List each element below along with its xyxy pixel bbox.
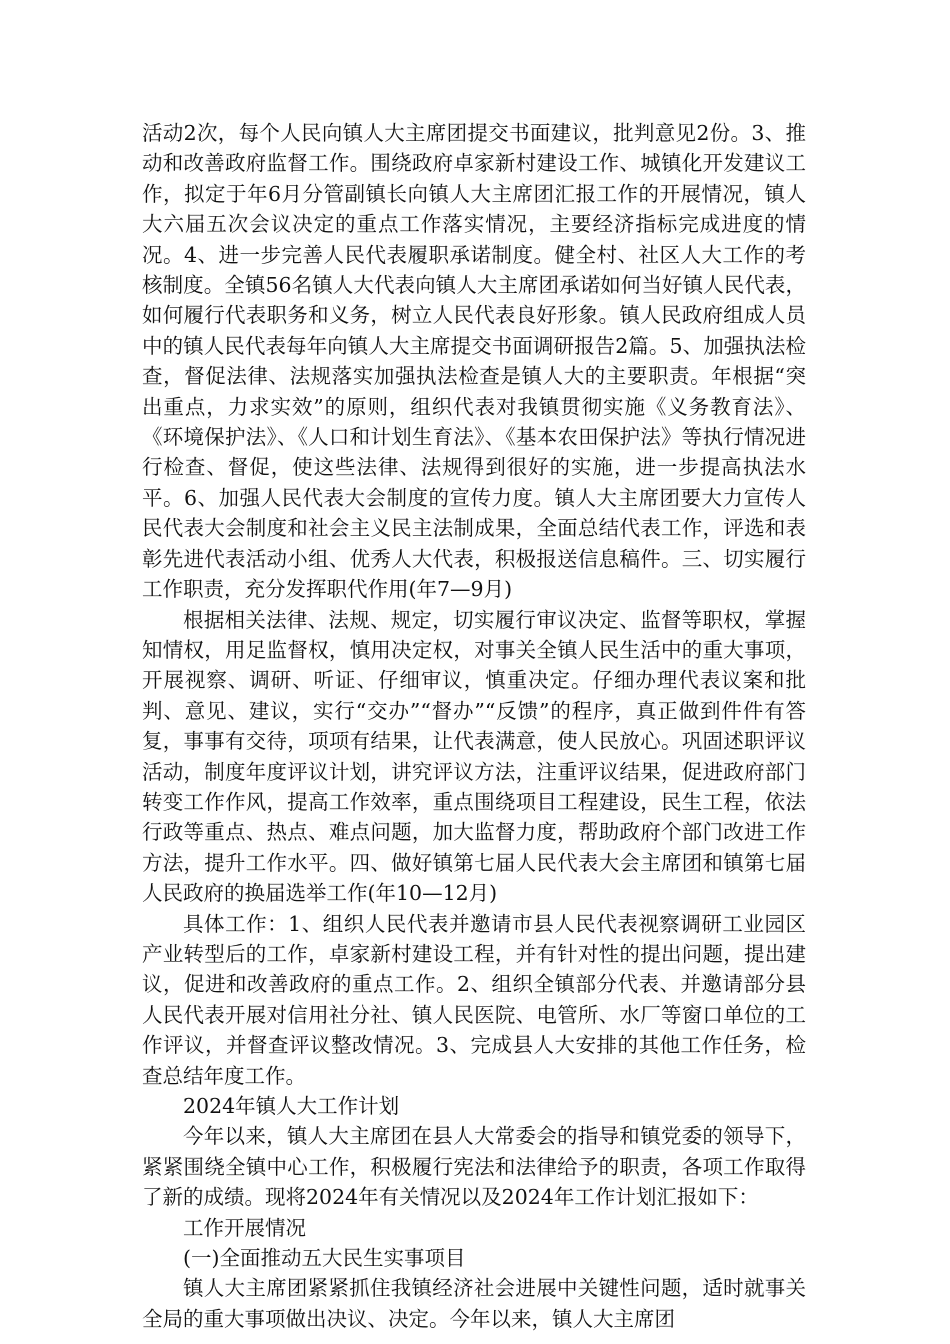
document-page [142,118,806,1334]
section-title: 2024年镇人大工作计划 [183,1094,400,1118]
paragraph-2: 根据相关法律、法规、规定，切实履行审议决定、监督等职权，掌握知情权，用足监督权，慎用决定权，对事关全镇人民生活中的重大事项，开展视察、调研、听证、仔细审议，慎重决定。仔细办理代表议案和批判、意见、建议，实行“交办”“督办”“反馈”的程序，真正做到件件有答复，事事有交待，项项有结果，让代表满意，使人民放心。巩固述职评议活动，制度年度评议计划，讲究评议方法，注重评议结果，促进政府部门转变工作作风，提高工作效率，重点围绕项目工程建设，民生工程，依法行政等重点、热点、难点问题，加大监督力度，帮助政府个部门改进工作方法，提升工作水平。四、做好镇第七届人民代表大会主席团和镇第七届人民政府的换届选举工作(年10—12月) [142,607,806,906]
subheading-work-status: 工作开展情况 [183,1215,306,1240]
paragraph-1: 活动2次，每个人民向镇人大主席团提交书面建议，批判意见2份。3、推动和改善政府监督工作。围绕政府卓家新村建设工作、城镇化开发建议工作，拟定于年6月分管副镇长向镇人大主席团汇报工作的开展情况，镇人大六届五次会议决定的重点工作落实情况，主要经济指标完成进度的情况。4、进一步完善人民代表履职承诺制度。健全村、社区人大工作的考核制度。全镇56名镇人大代表向镇人大主席团承诺如何当好镇人民代表，如何履行代表职务和义务，树立人民代表良好形象。镇人民政府组成人员中的镇人民代表每年向镇人大主席提交书面调研报告2篇。5、加强执法检查，督促法律、法规落实加强执法检查是镇人大的主要职责。年根据“突出重点，力求实效”的原则，组织代表对我镇贯彻实施《义务教育法》、《环境保护法》、《人口和计划生育法》、《基本农田保护法》等执行情况进行检查、督促，使这些法律、法规得到很好的实施，进一步提高执法水平。6、加强人民代表大会制度的宣传力度。镇人大主席团要大力宣传人民代表大会制度和社会主义民主法制成果，全面总结代表工作，评选和表彰先进代表活动小组、优秀人大代表，积极报送信息稿件。三、切实履行工作职责，充分发挥职代作用(年7—9月) [142,121,806,602]
paragraph-5: 镇人大主席团紧紧抓住我镇经济社会进展中关键性问题，适时就事关全局的重大事项做出决议、决定。今年以来，镇人大主席团 [142,1276,806,1331]
paragraph-3: 具体工作：1、组织人民代表并邀请市县人民代表视察调研工业园区产业转型后的工作，卓家新村建设工程，并有针对性的提出问题，提出建议，促进和改善政府的重点工作。2、组织全镇部分代表、并邀请部分县人民代表开展对信用社分社、镇人民医院、电管所、水厂等窗口单位的工作评议，并督查评议整改情况。3、完成县人大安排的其他工作任务，检查总结年度工作。 [142,911,806,1088]
subheading-item-1: (一)全面推动五大民生实事项目 [183,1246,466,1271]
paragraph-4: 今年以来，镇人大主席团在县人大常委会的指导和镇党委的领导下，紧紧围绕全镇中心工作，积极履行宪法和法律给予的职责，各项工作取得了新的成绩。现将2024年有关情况以及2024年工作计划汇报如下： [142,1124,806,1210]
